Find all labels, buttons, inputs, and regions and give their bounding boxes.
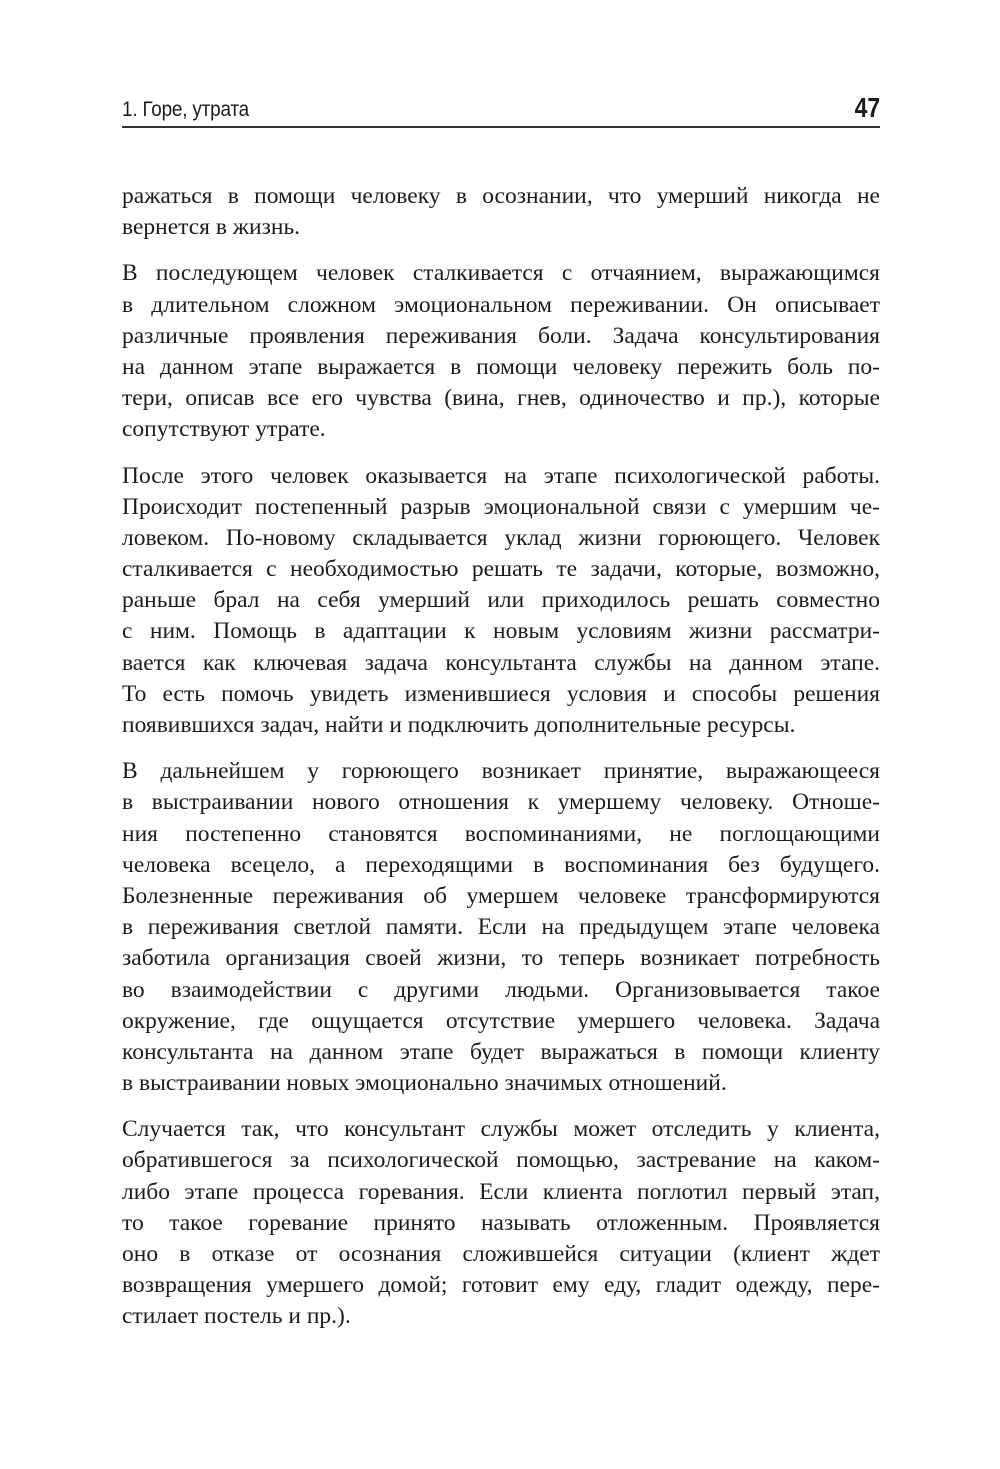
text-line: вается как ключевая задача консультанта службы на данном этапе. [122,649,880,676]
text-line: заботила организация своей жизни, то теперь возникает потребность [122,945,880,972]
paragraph [122,461,880,742]
text-line: стилает постель и пр.). [122,1303,351,1330]
text-line: ния постепенно становятся воспоминаниями, не поглощающими [122,820,880,847]
text-line: появившихся задач, найти и подключить дополнительные ресурсы. [122,712,796,738]
paragraph [122,181,880,243]
text-line: сопутствуют утрате. [122,416,326,443]
paragraph [122,258,880,445]
text-line: сталкивается с необходимостью решать те задачи, которые, возможно, [122,556,880,583]
text-line: ражаться в помощи человеку в осознании, что умерший никогда не [122,183,880,209]
text-line: Болезненные переживания об умершем человеке трансформируются [122,882,880,909]
text-line: консультанта на данном этапе будет выражаться в помощи клиенту [122,1038,880,1065]
text-line: Случается так, что консультант службы может отследить у клиента, [122,1116,880,1143]
text-line: человека всецело, а переходящими в воспоминания без будущего. [122,851,880,878]
text-line: во взаимодействии с другими людьми. Организовывается такое [122,976,880,1003]
running-head: 1. Горе, утрата [122,98,249,121]
text-line: обратившегося за психологической помощью, застревание на каком- [122,1147,880,1174]
text-line: в выстраивании нового отношения к умершему человеку. Отноше- [122,789,880,816]
text-line: ловеком. По-новому складывается уклад жизни горюющего. Человек [122,524,880,551]
text-line: Происходит постепенный разрыв эмоциональной связи с умершим че- [122,493,880,520]
body-text [122,181,880,1348]
text-line: В дальнейшем у горюющего возникает принятие, выражающееся [122,758,880,785]
text-line: В последующем человек сталкивается с отчаянием, выражающимся [122,260,880,287]
text-line: в длительном сложном эмоциональном переживании. Он описывает [122,291,880,318]
page-number: 47 [854,92,880,123]
text-line: на данном этапе выражается в помощи человеку пережить боль по- [122,353,880,380]
text-line: тери, описав все его чувства (вина, гнев, одиночество и пр.), которые [122,385,880,412]
text-line: с ним. Помощь в адаптации к новым условиям жизни рассматри- [122,618,880,645]
text-line: То есть помочь увидеть изменившиеся условия и способы решения [122,680,880,707]
page-header [122,90,880,128]
paragraph [122,1114,880,1332]
text-line: возвращения умершего домой; готовит ему еду, гладит одежду, пере- [122,1272,880,1299]
text-line: оно в отказе от осознания сложившейся ситуации (клиент ждет [122,1241,880,1267]
text-line: то такое горевание принято называть отложенным. Проявляется [122,1209,880,1236]
text-line: окружение, где ощущается отсутствие умершего человека. Задача [122,1007,880,1034]
text-line: вернется в жизнь. [122,214,301,241]
text-line: либо этапе процесса горевания. Если клиента поглотил первый этап, [122,1178,880,1205]
text-line: различные проявления переживания боли. Задача консультирования [122,322,880,349]
paragraph [122,756,880,1099]
text-line: в выстраивании новых эмоционально значимых отношений. [122,1070,727,1097]
text-line: После этого человек оказывается на этапе психологической работы. [122,462,880,489]
text-line: раньше брал на себя умерший или приходилось решать совместно [122,587,880,614]
text-line: в переживания светлой памяти. Если на предыдущем этапе человека [122,914,880,941]
